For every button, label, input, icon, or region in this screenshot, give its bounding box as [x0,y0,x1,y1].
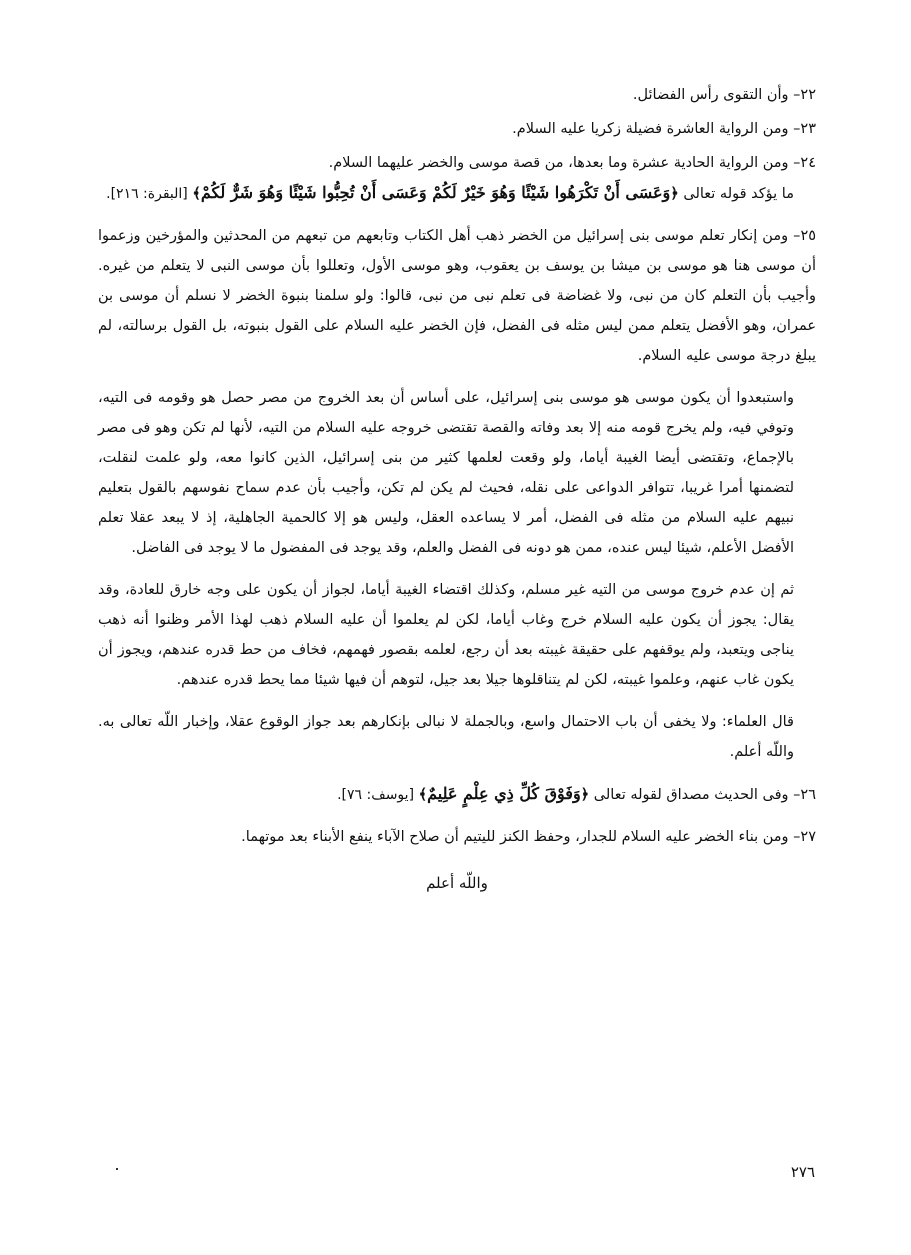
item-number: ٢٦ [800,787,816,803]
list-item-26: ٢٦– وفى الحديث مصداق لقوله تعالى ﴿وَفَوْقَ كُلِّ ذِي عِلْمٍ عَلِيمٌ﴾ [يوسف: ٧٦]. [337,784,816,803]
paragraph-text: ثم إن عدم خروج موسى من التيه غير مسلم، وكذلك اقتضاء الغيبة أياما، لجواز أن يكون على وجه خارق للعادة، وقد يقال: يجوز أن يكون عليه السلام خرج وغاب أياما، لكن لم يعلموا أن عليه السلام ذهب لهذا الأمر وظنوا أنه ذهب يناجى ويتعبد، ولم يوقفهم على حقيقة غيبته بعد أن رجع، لعلمه بقصور فهمهم، فخاف من حط قدره عندهم، ويجوز أن يكون غاب عنهم، وعلموا غيبته، لكن لم يتناقلوها جيلا بعد جيل، لتوهم أن فيها شيئا مما يحط قدره عندهم. [98,582,794,688]
closing-phrase: واللّه أعلم [426,874,488,892]
page-number: ٢٧٦ [790,1163,815,1181]
list-item-27: ٢٧– ومن بناء الخضر عليه السلام للجدار، وحفظ الكنز لليتيم أن صلاح الآباء ينفع الأبناء بعد موتهما. [241,829,816,845]
quran-close-bracket: ﴾ [192,186,201,202]
verse-intro: وفى الحديث مصداق لقوله تعالى [593,787,789,803]
page-body [98,84,816,892]
item-number: ٢٣ [800,121,816,137]
verse-reference: [البقرة: ٢١٦]. [106,186,188,202]
paragraph-text: ومن بناء الخضر عليه السلام للجدار، وحفظ الكنز لليتيم أن صلاح الآباء ينفع الأبناء بعد موتهما. [241,829,789,845]
item-number: ٢٤ [800,155,816,171]
item-number: ٢٢ [800,87,816,103]
quran-open-bracket: ﴿ [670,186,679,202]
quran-open-bracket: ﴿ [580,787,590,803]
paragraph-text: قال العلماء: ولا يخفى أن باب الاحتمال واسع، وبالجملة لا نبالى بإنكارهم بعد جواز الوقوع عقلا، وإخبار اللّه تعالى به. واللّه أعلم. [98,714,794,760]
quran-verse: وَعَسَى أَنْ تَكْرَهُوا شَيْئًا وَهُوَ خَيْرٌ لَكُمْ وَعَسَى أَنْ تُحِبُّوا شَيْئًا وَهُوَ شَرٌّ لَكُمْ [200,183,671,202]
paragraph [98,383,816,563]
verse-intro: ما يؤكد قوله تعالى [683,186,794,202]
list-item-24: ٢٤– ومن الرواية الحادية عشرة وما بعدها، من قصة موسى والخضر عليهما السلام. [328,155,816,171]
paragraph [98,575,816,695]
quran-verse: وَفَوْقَ كُلِّ ذِي عِلْمٍ عَلِيمٌ [427,784,581,803]
item-number: ٢٧ [800,829,816,845]
item-number: ٢٥ [800,228,817,244]
quran-close-bracket: ﴾ [418,787,428,803]
item-text: وأن التقوى رأس الفضائل. [632,87,789,103]
paragraph [98,707,816,767]
scan-artifact-dot [116,1168,118,1170]
list-item-23: ٢٣– ومن الرواية العاشرة فضيلة زكريا عليه السلام. [512,121,816,137]
paragraph-text: ومن إنكار تعلم موسى بنى إسرائيل من الخضر ذهب أهل الكتاب وتابعهم من تبعهم من المحدثين والمؤرخين وزعموا أن موسى هنا هو موسى بن ميشا بن يوسف بن يعقوب، وهو موسى الأول، وتعللوا بأن موسى النبى لا يتعلم من غيره. وأجيب بأن التعلم كان من نبى، ولا غضاضة فى تعلم نبى من نبى، قالوا: ولو سلمنا بنبوة الخضر لا نسلم أن موسى بن عمران، وهو الأفضل يتعلم ممن ليس مثله فى الفضل، فإن الخضر عليه السلام على القول بنبوته، بل القول برسالته، لم يبلغ درجة موسى عليه السلام. [98,228,816,364]
item-text: ومن الرواية الحادية عشرة وما بعدها، من قصة موسى والخضر عليهما السلام. [328,155,789,171]
item-text: ومن الرواية العاشرة فضيلة زكريا عليه السلام. [512,121,789,137]
item-24-continuation [98,178,816,209]
list-item-25: ٢٥– ومن إنكار تعلم موسى بنى إسرائيل من الخضر ذهب أهل الكتاب وتابعهم من تبعهم من المحدثين والمؤرخين وزعموا أن موسى هنا هو موسى بن ميشا بن يوسف بن يعقوب، وهو موسى الأول، وتعللوا بأن موسى النبى لا يتعلم من غيره. وأجيب بأن التعلم كان من نبى، ولا غضاضة فى تعلم نبى من نبى، قالوا: ولو سلمنا بنبوة الخضر لا نسلم أن موسى بن عمران، وهو الأفضل يتعلم ممن ليس مثله فى الفضل، فإن الخضر عليه السلام على القول بنبوته، بل القول برسالته، لم يبلغ درجة موسى عليه السلام. [98,228,817,364]
verse-reference: [يوسف: ٧٦]. [337,787,415,803]
list-item-22: ٢٢– وأن التقوى رأس الفضائل. [632,87,816,103]
paragraph-text: واستبعدوا أن يكون موسى هو موسى بنى إسرائيل، على أساس أن بعد الخروج من مصر حصل هو وقومه فى التيه، وتوفي فيه، ولم يخرج قومه منه إلا بعد وفاته والقصة تقتضى خروجه عليه السلام من التيه، لأنها لم تكن وهو فى مصر بالإجماع، وتقتضى أيضا الغيبة أياما، ولو وقعت لعلمها كثير من بنى إسرائيل، الذين كانوا معه، ولو علمت لنقلت، لتضمنها أمرا غريبا، تتوافر الدواعى على نقله، فحيث لم يكن لم تكن، وأجيب بأن عدم سماح نفوسهم بالقول بتعليم نبيهم عليه السلام من مثله فى الفضل، أمر لا يساعده العقل، وليس هو إلا كالحمية الجاهلية، إذ لا يبعد عقلا تعلم الأفضل الأعلم، شيئا ليس عنده، ممن هو دونه فى الفضل والعلم، وقد يوجد فى المفضول ما لا يوجد فى الفاضل. [98,390,794,556]
